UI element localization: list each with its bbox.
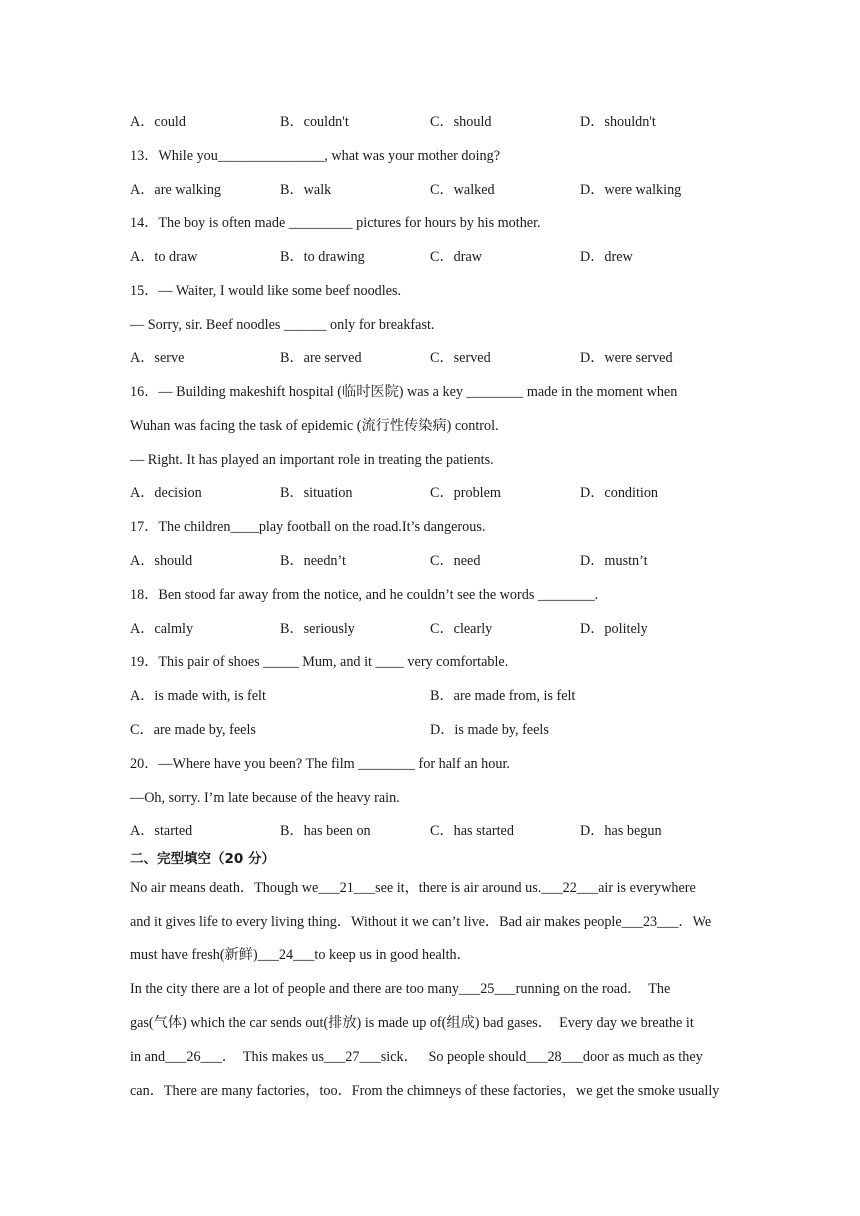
question-18: 18．Ben stood far away from the notice, and he couldn’t see the words ________.: [130, 587, 599, 603]
passage-line: and it gives life to every living thing．Without it we can’t live．Bad air makes people___23___．We: [130, 914, 712, 930]
question-17: 17．The children____play football on the road.It’s dangerous.: [130, 519, 486, 535]
question-20-line-2: —Oh, sorry. I’m late because of the heavy rain.: [130, 790, 400, 806]
option-b: B．has been on: [280, 823, 371, 839]
q18-options: [130, 619, 770, 639]
q15-options: [130, 348, 770, 368]
option-c: C．draw: [430, 249, 483, 265]
option-a: A．is made with, is felt: [130, 688, 266, 704]
option-a: A．are walking: [130, 182, 222, 198]
passage-line: No air means death．Though we___21___see it，there is air around us.___22___air is everywhere: [130, 880, 696, 896]
question-15-line-2: — Sorry, sir. Beef noodles ______ only for breakfast.: [130, 317, 435, 333]
question-16-line-2: Wuhan was facing the task of epidemic (流行性传染病) control.: [130, 418, 499, 434]
option-d: D．were walking: [580, 182, 682, 198]
option-c: C．are made by, feels: [130, 722, 256, 738]
q16-options: [130, 483, 770, 503]
option-d: D．condition: [580, 485, 659, 501]
option-a: A．to draw: [130, 249, 198, 265]
question-15-line-1: 15．— Waiter, I would like some beef noodles.: [130, 283, 402, 299]
option-c: C．walked: [430, 182, 495, 198]
question-20-line-1: 20．—Where have you been? The film ________ for half an hour.: [130, 756, 510, 772]
option-b: B．are made from, is felt: [430, 688, 576, 704]
option-b: B．walk: [280, 182, 332, 198]
option-b: B．needn’t: [280, 553, 346, 569]
option-b: B．to drawing: [280, 249, 365, 265]
passage-line: must have fresh(新鲜)___24___to keep us in good health．: [130, 947, 471, 963]
passage-line: in and___26___． This makes us___27___sick． So people should___28___door as much as they: [130, 1049, 703, 1065]
option-d: D．politely: [580, 621, 648, 637]
option-c: C．has started: [430, 823, 514, 839]
q14-options: [130, 247, 770, 267]
option-c: C．clearly: [430, 621, 493, 637]
option-c: C．should: [430, 114, 492, 130]
option-a: A．could: [130, 114, 186, 130]
option-d: D．drew: [580, 249, 633, 265]
q20-options: [130, 821, 770, 841]
option-d: D．were served: [580, 350, 673, 366]
section-heading-cloze: 二、完型填空（20 分）: [130, 851, 275, 867]
question-16-line-3: — Right. It has played an important role in treating the patients.: [130, 452, 494, 468]
question-13: 13．While you_______________, what was your mother doing?: [130, 148, 501, 164]
option-a: A．should: [130, 553, 193, 569]
q17-options: [130, 551, 770, 571]
option-b: B．couldn't: [280, 114, 349, 130]
option-b: B．situation: [280, 485, 353, 501]
passage-line: In the city there are a lot of people and there are too many___25___running on the road． The: [130, 981, 671, 997]
option-a: A．started: [130, 823, 193, 839]
q13-options: [130, 180, 770, 200]
q12-options: [130, 112, 770, 132]
passage-line: gas(气体) which the car sends out(排放) is made up of(组成) bad gases． Every day we breathe it: [130, 1015, 694, 1031]
option-d: D．has begun: [580, 823, 662, 839]
option-a: A．serve: [130, 350, 185, 366]
option-d: D．is made by, feels: [430, 722, 549, 738]
question-16-line-1: 16．— Building makeshift hospital (临时医院) was a key ________ made in the moment when: [130, 384, 678, 400]
q19-options-row-2: [130, 720, 770, 740]
option-d: D．mustn’t: [580, 553, 648, 569]
option-b: B．seriously: [280, 621, 355, 637]
question-19: 19．This pair of shoes _____ Mum, and it ____ very comfortable.: [130, 654, 509, 670]
option-d: D．shouldn't: [580, 114, 656, 130]
option-a: A．calmly: [130, 621, 194, 637]
option-a: A．decision: [130, 485, 202, 501]
q19-options-row-1: [130, 686, 770, 706]
option-b: B．are served: [280, 350, 362, 366]
option-c: C．need: [430, 553, 481, 569]
option-c: C．served: [430, 350, 491, 366]
passage-line: can．There are many factories，too．From the chimneys of these factories，we get the smoke usually: [130, 1083, 720, 1099]
question-14: 14．The boy is often made _________ pictures for hours by his mother.: [130, 215, 541, 231]
option-c: C．problem: [430, 485, 501, 501]
